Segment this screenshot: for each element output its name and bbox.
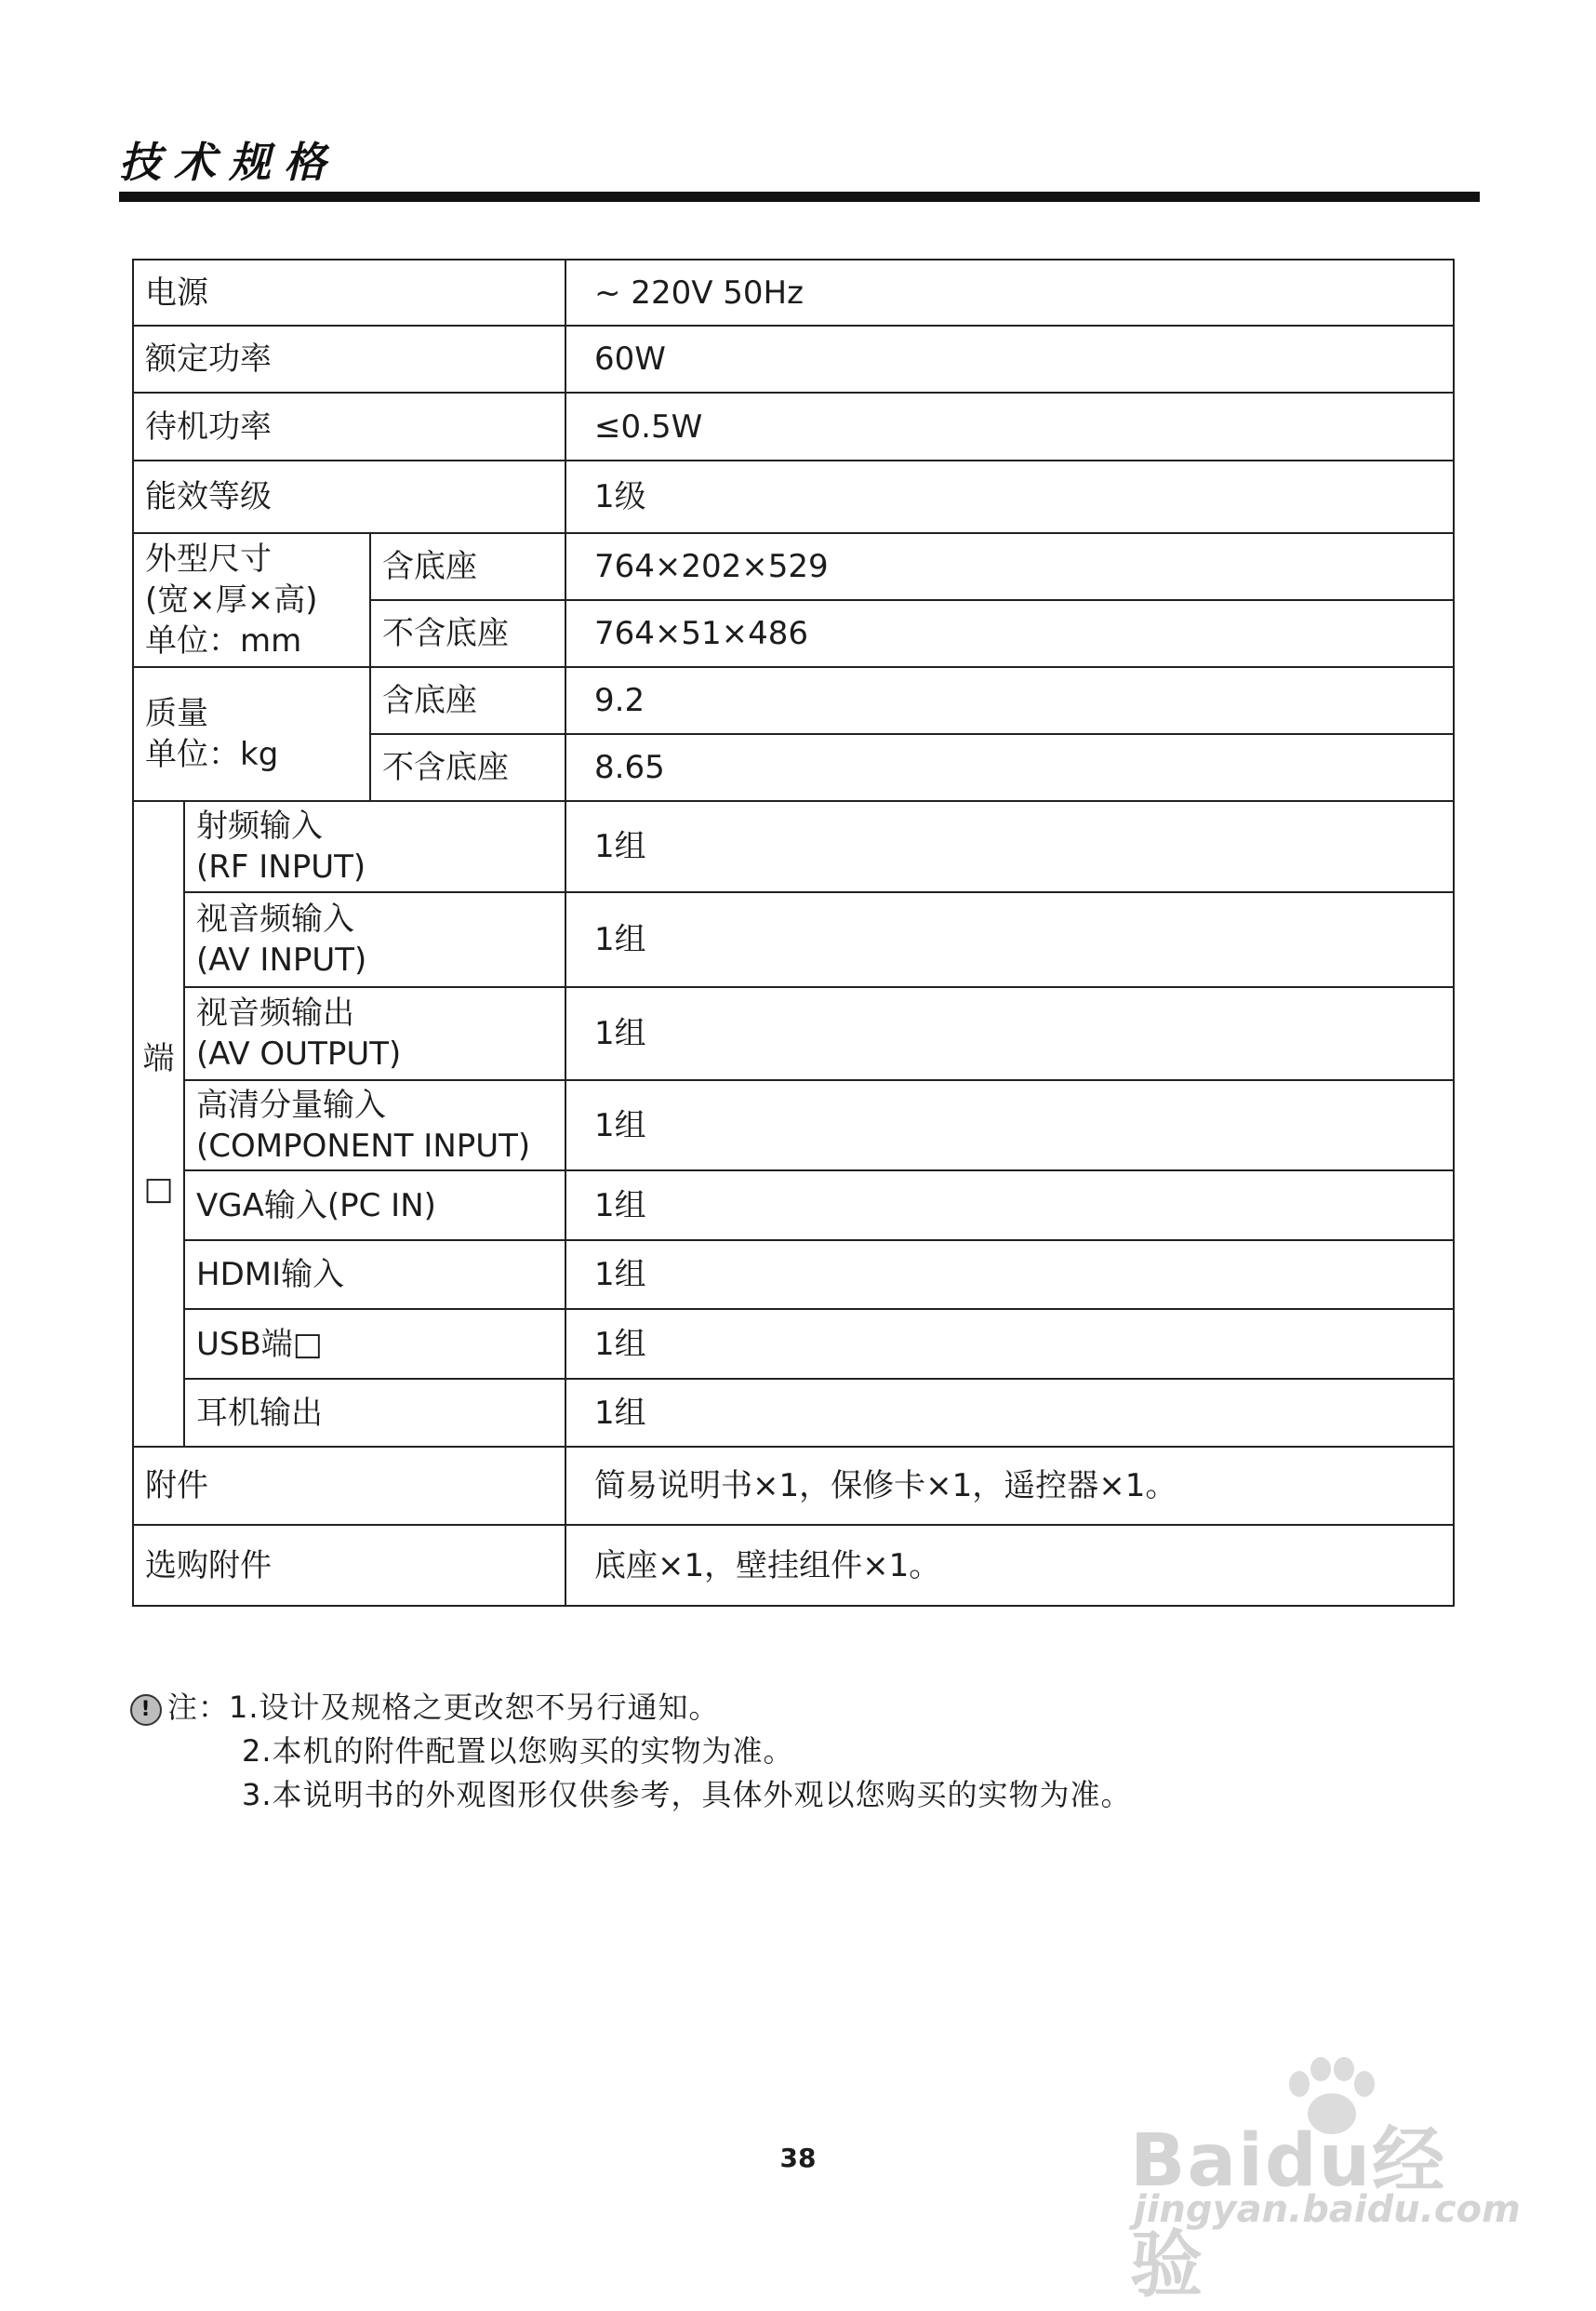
- table-row: [133, 1170, 1454, 1240]
- port-name-line: (RF INPUT): [196, 848, 366, 886]
- port-name: HDMI输入: [184, 1240, 565, 1309]
- port-name: VGA输入(PC IN): [184, 1170, 565, 1240]
- table-row: [133, 326, 1454, 393]
- note-line: 3.本说明书的外观图形仅供参考，具体外观以您购买的实物为准。: [242, 1777, 1132, 1812]
- dimensions-label: [133, 533, 370, 667]
- spec-label: 待机功率: [133, 393, 565, 461]
- spec-value: ≤0.5W: [565, 393, 1454, 461]
- table-row: [133, 892, 1454, 987]
- spec-value: 底座×1，壁挂组件×1。: [565, 1525, 1454, 1606]
- spec-value: 9.2: [565, 667, 1454, 734]
- port-name: [184, 1080, 565, 1170]
- table-row: [133, 1080, 1454, 1170]
- ports-group-label-bottom: □: [143, 1170, 174, 1208]
- watermark-url: jingyan.baidu.com: [1134, 2188, 1521, 2231]
- table-row: [133, 667, 1454, 734]
- spec-value: 简易说明书×1，保修卡×1，遥控器×1。: [565, 1447, 1454, 1525]
- port-value: 1组: [565, 1240, 1454, 1309]
- note-line: 2.本机的附件配置以您购买的实物为准。: [242, 1733, 794, 1769]
- notes-prefix: 注：: [167, 1690, 230, 1725]
- port-name: USB端□: [184, 1309, 565, 1379]
- dimensions-label-line: 单位：mm: [145, 622, 302, 660]
- note-text: 1.设计及规格之更改恕不另行通知。: [229, 1690, 720, 1725]
- ports-group-label-top: 端: [142, 1040, 175, 1077]
- port-value: 1组: [565, 892, 1454, 987]
- watermark-brand: Baidu经验: [1130, 2119, 1447, 2307]
- weight-label: [133, 667, 370, 801]
- spec-sublabel: 含底座: [370, 667, 565, 734]
- port-name: [184, 801, 565, 892]
- table-row: [133, 801, 1454, 892]
- spec-value: 764×51×486: [565, 600, 1454, 667]
- table-row: [133, 393, 1454, 461]
- note-line: [130, 1686, 1132, 1730]
- table-row: [133, 1525, 1454, 1606]
- weight-label-line: 单位：kg: [145, 736, 279, 773]
- spec-label: 附件: [133, 1447, 565, 1525]
- port-name-line: (AV OUTPUT): [196, 1035, 402, 1073]
- table-row: [133, 461, 1454, 533]
- table-row: [133, 1240, 1454, 1309]
- spec-value: 60W: [565, 326, 1454, 393]
- port-name-line: 射频输入: [196, 808, 323, 845]
- page-number: 38: [779, 2143, 817, 2173]
- spec-sublabel: 不含底座: [370, 734, 565, 801]
- port-value: 1组: [565, 1080, 1454, 1170]
- title-divider: [119, 192, 1480, 202]
- page-title: 技术规格: [119, 138, 339, 187]
- table-row: [133, 260, 1454, 326]
- spec-sublabel: 不含底座: [370, 600, 565, 667]
- port-name-line: (AV INPUT): [196, 942, 367, 979]
- weight-label-line: 质量: [145, 695, 208, 732]
- port-value: 1组: [565, 1379, 1454, 1447]
- port-value: 1组: [565, 1309, 1454, 1379]
- table-row: [133, 1309, 1454, 1379]
- port-name: [184, 987, 565, 1080]
- spec-label: 额定功率: [133, 326, 565, 393]
- port-name-line: 视音频输入: [196, 901, 354, 938]
- table-row: [133, 533, 1454, 600]
- table-row: [133, 1379, 1454, 1447]
- spec-label: 选购附件: [133, 1525, 565, 1606]
- spec-label: 电源: [133, 260, 565, 326]
- port-value: 1组: [565, 987, 1454, 1080]
- port-value: 1组: [565, 801, 1454, 892]
- dimensions-label-line: 外型尺寸: [145, 541, 272, 578]
- spec-sublabel: 含底座: [370, 533, 565, 600]
- exclamation-icon: !: [130, 1694, 162, 1726]
- port-name: [184, 892, 565, 987]
- spec-value: 8.65: [565, 734, 1454, 801]
- port-name-line: 高清分量输入: [196, 1086, 386, 1124]
- spec-value: 1级: [565, 461, 1454, 533]
- port-value: 1组: [565, 1170, 1454, 1240]
- notes: [130, 1686, 1132, 1817]
- spec-table: [132, 259, 1455, 1607]
- ports-group-label: [133, 801, 184, 1447]
- port-name-line: 视音频输出: [196, 995, 354, 1032]
- spec-value: ~ 220V 50Hz: [565, 260, 1454, 326]
- spec-label: 能效等级: [133, 461, 565, 533]
- port-name-line: (COMPONENT INPUT): [196, 1127, 531, 1165]
- port-name: 耳机输出: [184, 1379, 565, 1447]
- table-row: [133, 1447, 1454, 1525]
- spec-value: 764×202×529: [565, 533, 1454, 600]
- table-row: [133, 987, 1454, 1080]
- dimensions-label-line: (宽×厚×高): [145, 581, 318, 619]
